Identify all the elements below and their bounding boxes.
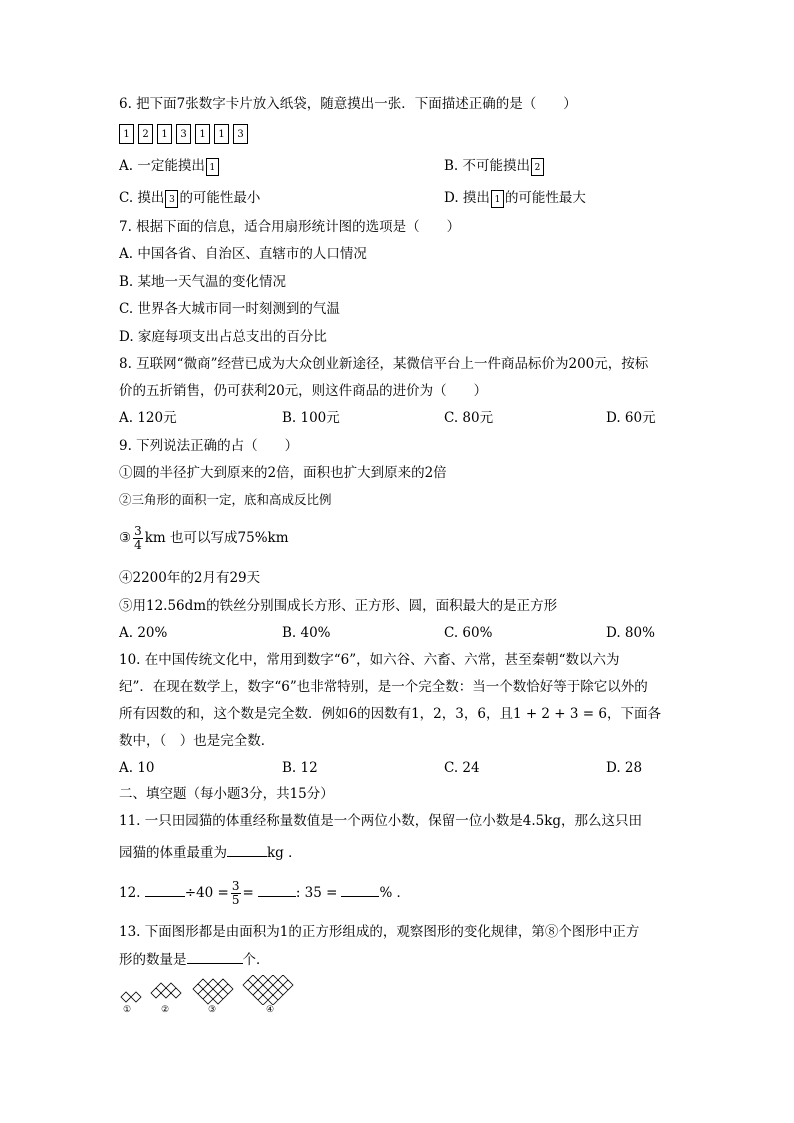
- figure-label: ①: [123, 1005, 132, 1015]
- q11-stem-text: 园猫的体重最重为: [119, 845, 227, 861]
- pattern-figure-4: [243, 975, 293, 1005]
- q9-option-d: D. 80%: [606, 625, 655, 641]
- q8-option-c: C. 80元: [444, 410, 494, 426]
- number-card: 2: [531, 158, 544, 176]
- q10-stem-line1: 10. 在中国传统文化中，常用到数字“6”，如六谷、六畜、六常，甚至秦朝“数以六为: [119, 652, 620, 668]
- q9-statement-2: ②三角形的面积一定，底和高成反比例: [119, 492, 332, 507]
- q9-statement-1: ①圆的半径扩大到原来的2倍，面积也扩大到原来的2倍: [119, 465, 447, 481]
- q9-option-c: C. 60%: [444, 625, 493, 641]
- q9-stem: 9. 下列说法正确的占（ ）: [119, 438, 299, 454]
- fraction-denominator: 4: [134, 538, 142, 552]
- q8-option-b: B. 100元: [282, 410, 340, 426]
- q6-option-c-pre: C. 摸出: [119, 190, 165, 206]
- q6-stem: 6. 把下面7张数字卡片放入纸袋，随意摸出一张．下面描述正确的是（ ）: [119, 96, 577, 112]
- q12-number: 12.: [119, 885, 145, 901]
- q6-option-a-text: A. 一定能摸出: [119, 158, 205, 174]
- q13-stem-text: 形的数量是: [119, 952, 187, 968]
- number-card: 3: [233, 124, 248, 144]
- number-card: 1: [214, 124, 229, 144]
- figure-label: ④: [266, 1005, 275, 1015]
- q7-option-b: B. 某地一天气温的变化情况: [119, 274, 287, 290]
- number-card: 1: [206, 158, 219, 176]
- figure-label: ③: [208, 1005, 217, 1015]
- q12-ratio: : 35 =: [295, 885, 338, 901]
- q7-option-a: A. 中国各省、自治区、直辖市的人口情况: [119, 246, 367, 262]
- fraction-numerator: 3: [231, 879, 240, 893]
- answer-blank[interactable]: [145, 882, 185, 897]
- q12-equation: [119, 876, 410, 910]
- number-card: 1: [157, 124, 172, 144]
- q6-option-d-pre: D. 摸出: [444, 190, 490, 206]
- q9-statement-5: ⑤用12.56dm的铁丝分别围成长方形、正方形、圆，面积最大的是正方形: [119, 598, 558, 614]
- number-card: 1: [195, 124, 210, 144]
- q7-option-c: C. 世界各大城市同一时刻测到的气温: [119, 301, 340, 317]
- answer-blank[interactable]: [227, 842, 267, 857]
- figure-label: ②: [161, 1005, 170, 1015]
- q7-stem: 7. 根据下面的信息，适合用扇形统计图的选项是（ ）: [119, 219, 461, 235]
- q12-percent: % ．: [379, 885, 411, 901]
- q10-option-c: C. 24: [444, 760, 480, 776]
- q6-option-d: [444, 188, 586, 208]
- fraction-numerator: 3: [134, 524, 142, 538]
- q6-option-a: [119, 156, 220, 176]
- q10-option-a: A. 10: [119, 760, 155, 776]
- number-card: 1: [491, 190, 504, 208]
- fraction: [231, 880, 241, 907]
- q11-unit: kg ．: [267, 845, 302, 861]
- q9-option-a: A. 20%: [119, 625, 168, 641]
- q9-option-b: B. 40%: [282, 625, 331, 641]
- fraction-denominator: 5: [231, 893, 240, 907]
- answer-blank[interactable]: [258, 882, 296, 897]
- number-card: 1: [119, 124, 134, 144]
- q6-option-c: [119, 188, 260, 208]
- pattern-figure-3: [193, 979, 233, 1004]
- q10-stem-line2: 纪”．在现在数学上，数字“6”也非常特别，是一个完全数：当一个数恰好等于除它以外的: [119, 679, 648, 695]
- q7-option-d: D. 家庭每项支出占总支出的百分比: [119, 329, 327, 345]
- pattern-figure-1: [121, 992, 141, 1002]
- number-card: 3: [176, 124, 191, 144]
- q10-stem-line4: 数中，（ ）也是完全数．: [119, 733, 275, 749]
- q6-option-c-post: 的可能性最小: [179, 190, 261, 206]
- q9-statement-3-text: km 也可以写成75%km: [144, 530, 289, 546]
- q12-divide: ÷40 =: [184, 885, 229, 901]
- q12-equals: =: [242, 885, 254, 901]
- answer-blank[interactable]: [341, 882, 379, 897]
- q8-option-a: A. 120元: [119, 410, 177, 426]
- q10-option-d: D. 28: [606, 760, 643, 776]
- q13-stem-line2: [119, 949, 270, 970]
- number-card: 2: [138, 124, 153, 144]
- q9-statement-3-marker: ③: [119, 530, 132, 546]
- q10-stem-line3: 所有因数的和，这个数是完全数．例如6的因数有1，2，3，6，且1 + 2 + 3 = 6，下面各: [119, 706, 661, 722]
- q9-statement-3: [119, 522, 289, 554]
- square-pattern-figures: [119, 975, 319, 1020]
- q8-option-d: D. 60元: [606, 410, 656, 426]
- q6-option-b: [444, 156, 545, 176]
- q10-option-b: B. 12: [282, 760, 318, 776]
- q11-stem-line2: [119, 842, 302, 863]
- q9-statement-4: ④2200年的2月有29天: [119, 570, 261, 586]
- number-card: 3: [165, 190, 178, 208]
- answer-blank[interactable]: [187, 949, 243, 964]
- section-heading: 二、填空题（每小题3分，共15分）: [119, 786, 334, 802]
- q8-stem-line1: 8. 互联网“微商”经营已成为大众创业新途径，某微信平台上一件商品标价为200元，按标: [119, 356, 649, 372]
- pattern-figure-2: [151, 983, 181, 998]
- q6-card-row: [119, 124, 248, 146]
- pattern-diagram: [119, 975, 319, 1005]
- q13-stem-line1: 13. 下面图形都是由面积为1的正方形组成的，观察图形的变化规律，第⑧个图形中正方: [119, 924, 640, 940]
- q6-option-b-text: B. 不可能摸出: [444, 158, 531, 174]
- fraction: [133, 525, 143, 552]
- q6-option-d-post: 的可能性最大: [504, 190, 586, 206]
- q11-stem-line1: 11. 一只田园猫的体重经称量数值是一个两位小数，保留一位小数是4.5kg，那么这只田: [119, 813, 643, 829]
- q13-stem-end: 个．: [242, 952, 270, 968]
- q8-stem-line2: 价的五折销售，仍可获利20元，则这件商品的进价为（ ）: [119, 383, 488, 399]
